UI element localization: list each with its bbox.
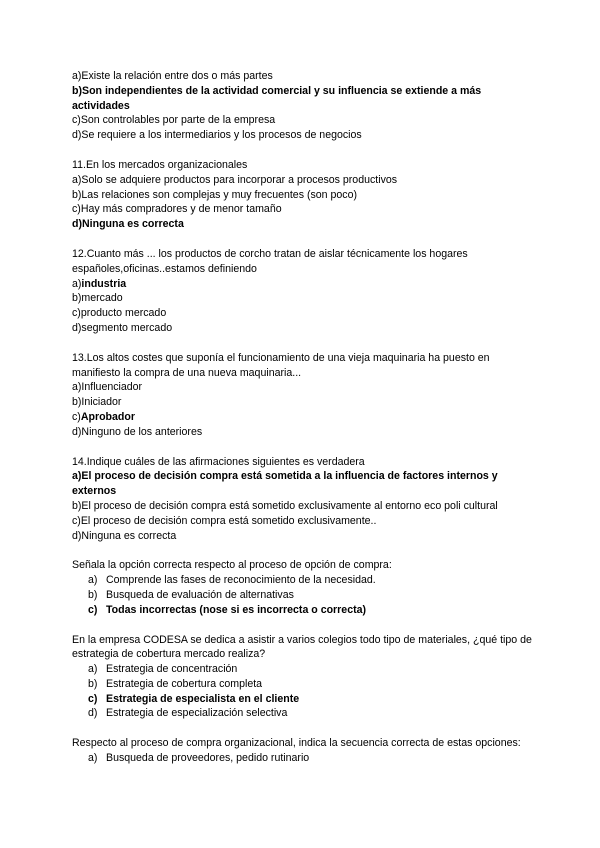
- q12-option-a-correct: industria: [81, 277, 127, 290]
- q12-question: 12.Cuanto más ... los productos de corcho tratan de aislar técnicamente los hogares españoles,oficinas..estamos definiendo: [72, 247, 468, 275]
- document-content: [72, 69, 532, 766]
- q14-option-d: d)Ninguna es correcta: [72, 529, 177, 542]
- q13-option-a: a)Influenciador: [72, 381, 143, 394]
- question-10-block: [72, 69, 532, 143]
- q13-question: 13.Los altos costes que suponía el funcionamiento de una vieja maquinaria ha puesto en manifiesto la compra de una nueva maquinaria...: [72, 351, 490, 379]
- q16-option-c-marker: c): [88, 692, 98, 705]
- q16-option-b: [72, 677, 532, 692]
- q12-option-b: b)mercado: [72, 292, 123, 305]
- q10-option-c: c)Son controlables por parte de la empresa: [72, 114, 276, 127]
- q16-option-d-marker: d): [88, 707, 98, 720]
- q17-question: Respecto al proceso de compra organizacional, indica la secuencia correcta de estas opciones:: [72, 737, 521, 750]
- q10-option-a: a)Existe la relación entre dos o más partes: [72, 70, 273, 82]
- q12-option-d: d)segmento mercado: [72, 321, 173, 334]
- question-12-block: [72, 247, 532, 336]
- q15-option-b-marker: b): [88, 588, 98, 601]
- q15-option-c-text: Todas incorrectas (nose si es incorrecta o correcta): [106, 603, 367, 616]
- question-16-block: [72, 633, 532, 722]
- q17-option-a-text: Busqueda de proveedores, pedido rutinario: [106, 752, 310, 765]
- q16-option-a: [72, 662, 532, 677]
- q16-option-c-text: Estrategia de especialista en el cliente: [106, 692, 300, 705]
- q10-option-b-correct: b)Son independientes de la actividad comercial y su influencia se extiende a más actividades: [72, 84, 482, 112]
- q16-option-b-text: Estrategia de cobertura completa: [106, 677, 263, 690]
- question-15-block: [72, 558, 532, 617]
- question-14-block: [72, 455, 532, 544]
- q12-option-c: c)producto mercado: [72, 307, 167, 320]
- q13-option-c-prefix: c): [72, 410, 81, 423]
- q15-option-a-text: Comprende las fases de reconocimiento de la necesidad.: [106, 574, 376, 587]
- q12-option-a: [72, 277, 532, 292]
- question-11-block: [72, 158, 532, 232]
- q16-option-a-text: Estrategia de concentración: [106, 663, 238, 676]
- q15-option-a-marker: a): [88, 574, 98, 587]
- q16-option-a-marker: a): [88, 663, 98, 676]
- q13-option-d: d)Ninguno de los anteriores: [72, 425, 203, 438]
- q11-option-d-correct: d)Ninguna es correcta: [72, 218, 184, 231]
- q10-option-d: d)Se requiere a los intermediarios y los procesos de negocios: [72, 129, 362, 142]
- q14-option-a-correct: a)El proceso de decisión compra está sometida a la influencia de factores internos y externos: [72, 470, 498, 498]
- q15-option-b: [72, 588, 532, 603]
- q16-question: En la empresa CODESA se dedica a asistir a varios colegios todo tipo de materiales, ¿qué tipo de estrategia de cobertura mercado realiza?: [72, 633, 532, 661]
- q15-option-c-correct: [72, 603, 532, 618]
- q17-option-a-marker: a): [88, 752, 98, 765]
- q15-option-b-text: Busqueda de evaluación de alternativas: [106, 588, 294, 601]
- question-17-block: [72, 736, 532, 766]
- q16-option-c-correct: [72, 692, 532, 707]
- question-13-block: [72, 351, 532, 440]
- q13-option-c: [72, 410, 532, 425]
- q14-question: 14.Indique cuáles de las afirmaciones siguientes es verdadera: [72, 455, 365, 468]
- q13-option-c-correct: Aprobador: [80, 410, 135, 423]
- q15-option-c-marker: c): [88, 603, 98, 616]
- q17-option-a: [72, 751, 532, 766]
- q14-option-b: b)El proceso de decisión compra está sometido exclusivamente al entorno eco poli cultural: [72, 499, 498, 512]
- q11-option-c: c)Hay más compradores y de menor tamaño: [72, 203, 282, 216]
- q13-option-b: b)Iniciador: [72, 396, 122, 409]
- q11-option-a: a)Solo se adquiere productos para incorporar a procesos productivos: [72, 173, 398, 186]
- q11-option-b: b)Las relaciones son complejas y muy frecuentes (son poco): [72, 188, 357, 201]
- q16-option-b-marker: b): [88, 677, 98, 690]
- q15-option-a: [72, 573, 532, 588]
- q15-question: Señala la opción correcta respecto al proceso de opción de compra:: [72, 559, 392, 572]
- q16-option-d: [72, 706, 532, 721]
- q14-option-c: c)El proceso de decisión compra está sometido exclusivamente..: [72, 514, 377, 527]
- q16-option-d-text: Estrategia de especialización selectiva: [106, 707, 288, 720]
- q11-question: 11.En los mercados organizacionales: [72, 158, 248, 171]
- q12-option-a-prefix: a): [72, 277, 82, 290]
